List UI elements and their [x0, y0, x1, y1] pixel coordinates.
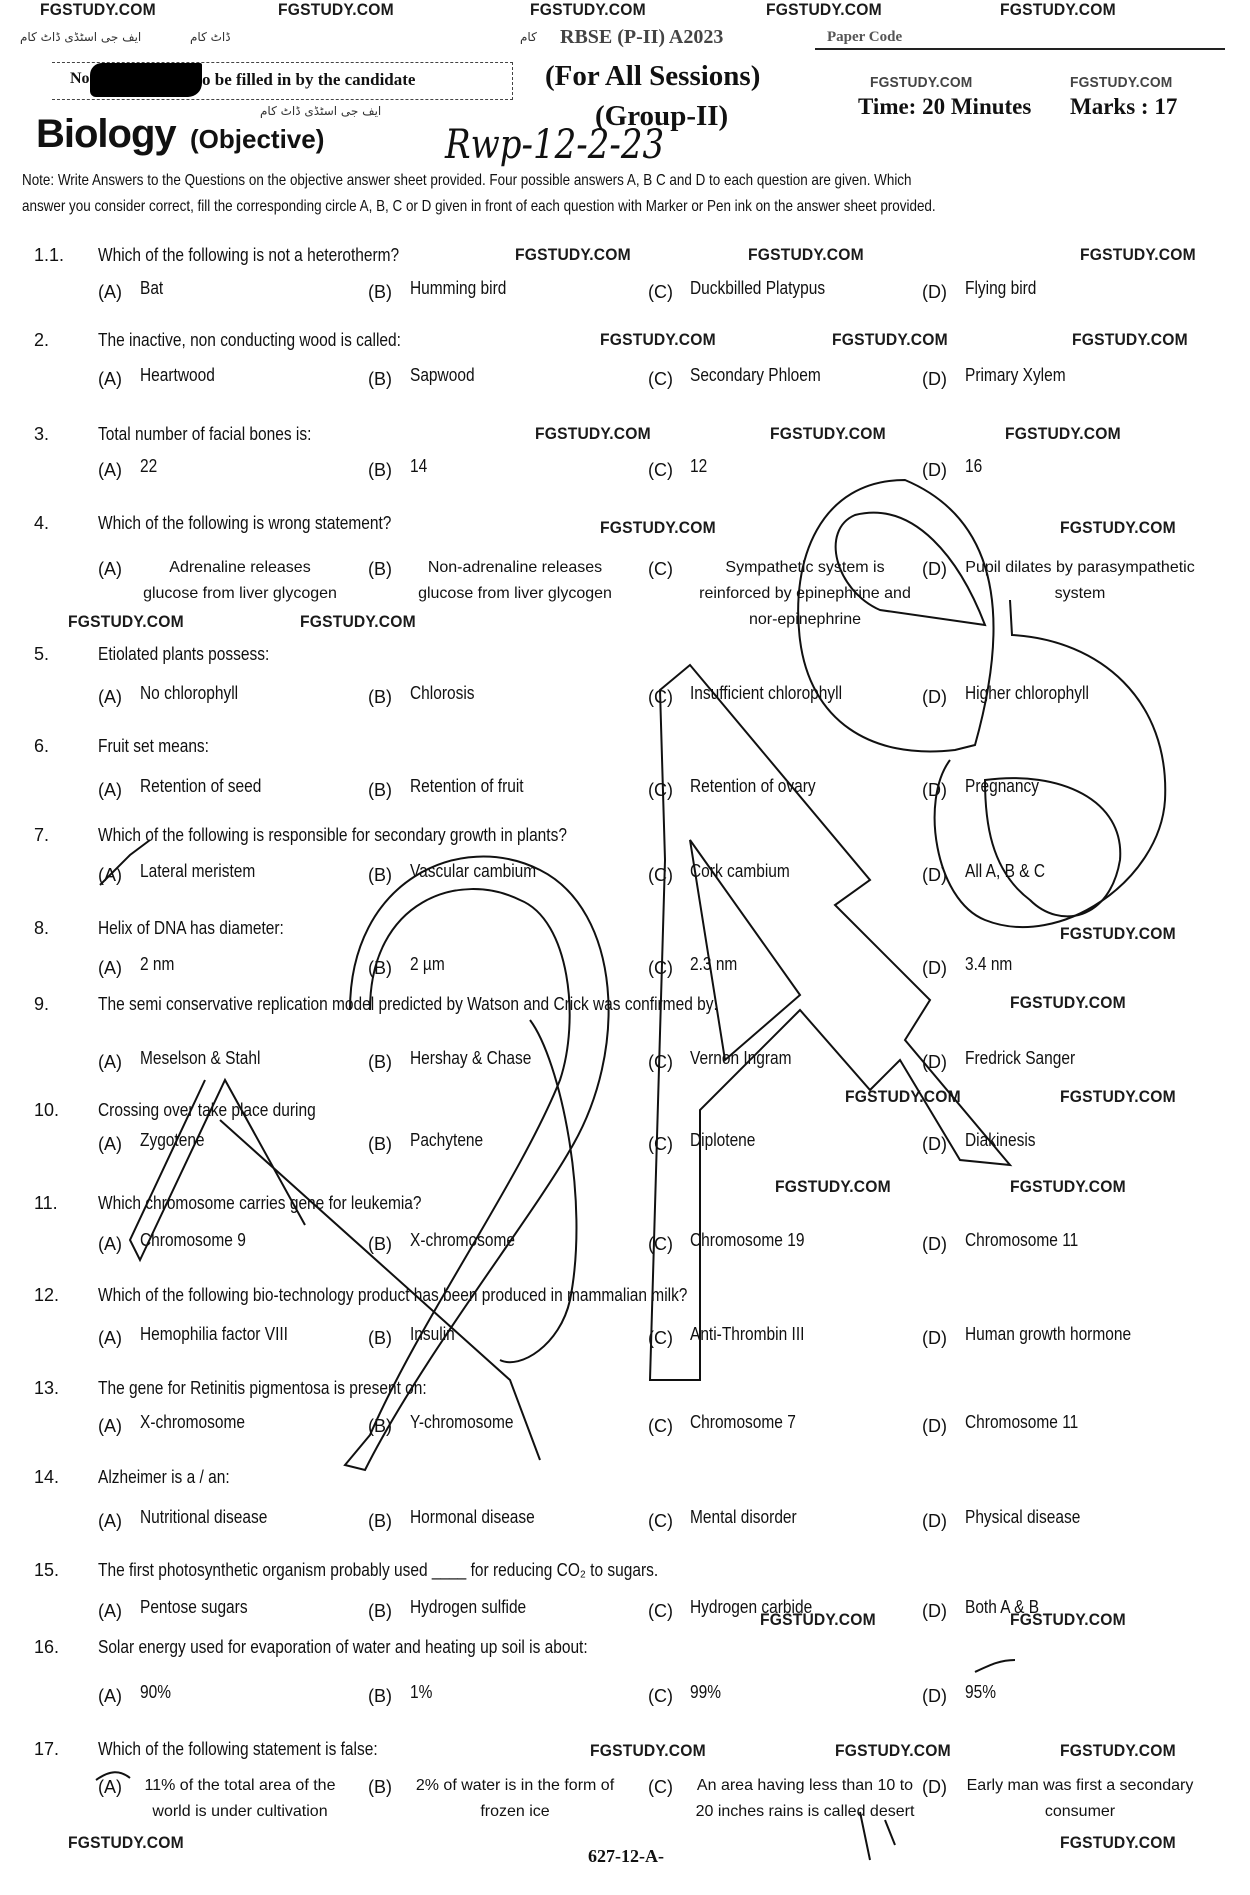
option-text-d: Human growth hormone: [965, 1324, 1132, 1344]
option-label-d[interactable]: (D): [922, 369, 947, 389]
option-text-c: Mental disorder: [690, 1507, 797, 1527]
question-number: 7.: [34, 825, 50, 845]
option-text-a: Pentose sugars: [140, 1597, 248, 1617]
note-line-1: Note: Write Answers to the Questions on the objective answer sheet provided. Four possible answers A, B C and D to each question are given. Which: [22, 172, 912, 189]
option-text-d: Higher chlorophyll: [965, 683, 1089, 703]
option-text-b: 14: [410, 456, 428, 476]
option-text-d: Flying bird: [965, 278, 1037, 298]
option-label-c[interactable]: (C): [648, 1686, 673, 1706]
option-label-d[interactable]: (D): [922, 1134, 947, 1154]
option-text-a: Lateral meristem: [140, 861, 256, 881]
question-number: 14.: [34, 1467, 60, 1487]
option-label-c[interactable]: (C): [648, 559, 673, 579]
option-label-c[interactable]: (C): [648, 1328, 673, 1348]
option-text-c: 12: [690, 456, 708, 476]
question-text: The semi conservative replication model predicted by Watson and Crick was confirmed by:: [98, 994, 718, 1014]
question-number: 6.: [34, 736, 50, 756]
paper-code-field: [815, 28, 1225, 50]
option-label-c[interactable]: (C): [648, 369, 673, 389]
option-label-b[interactable]: (B): [368, 1601, 392, 1621]
option-text-c: Vernon Ingram: [690, 1048, 792, 1068]
option-label-a[interactable]: (A): [98, 1686, 122, 1706]
option-label-d[interactable]: (D): [922, 559, 947, 579]
option-label-d[interactable]: (D): [922, 1686, 947, 1706]
watermark: FGSTUDY.COM: [870, 74, 973, 91]
watermark: FGSTUDY.COM: [1060, 1087, 1176, 1106]
option-label-d[interactable]: (D): [922, 1328, 947, 1348]
option-text-c: 2.3 nm: [690, 954, 738, 974]
option-text-a: Nutritional disease: [140, 1507, 268, 1527]
question-text: Which of the following statement is false:: [98, 1739, 378, 1759]
question-number: 2.: [34, 330, 50, 350]
group-label: (Group-II): [595, 100, 729, 132]
option-text-d: Pupil dilates by parasympathetic system: [965, 559, 1195, 602]
board-text: RBSE (P-II) A2023: [560, 26, 724, 48]
option-label-d[interactable]: (D): [922, 687, 947, 707]
option-text-c: Anti-Thrombin III: [690, 1324, 805, 1344]
paper-code-label: Paper Code: [827, 29, 903, 45]
option-text-b: 2% of water is in the form of frozen ice: [415, 1777, 615, 1820]
watermark: FGSTUDY.COM: [760, 1610, 876, 1629]
option-label-c[interactable]: (C): [648, 1601, 673, 1621]
option-text-d: Chromosome 11: [965, 1412, 1079, 1432]
watermark: FGSTUDY.COM: [1010, 1177, 1126, 1196]
watermark: FGSTUDY.COM: [766, 0, 882, 19]
sessions-label: (For All Sessions): [545, 60, 761, 92]
option-label-b[interactable]: (B): [368, 1134, 392, 1154]
option-text-d: 95%: [965, 1682, 996, 1702]
tick-mark-icon: [975, 1660, 1015, 1672]
watermark: FGSTUDY.COM: [40, 0, 156, 19]
question-text: Alzheimer is a / an:: [98, 1467, 230, 1487]
option-label-c[interactable]: (C): [648, 282, 673, 302]
option-label-a[interactable]: (A): [98, 460, 122, 480]
urdu-watermark: کام: [520, 30, 537, 44]
option-label-b[interactable]: (B): [368, 780, 392, 800]
option-text-d: Physical disease: [965, 1507, 1081, 1527]
option-text-b: Chlorosis: [410, 683, 475, 703]
time-label: Time: 20 Minutes: [858, 94, 1032, 119]
option-label-d[interactable]: (D): [922, 1416, 947, 1436]
watermark: FGSTUDY.COM: [770, 424, 886, 443]
option-text-c: Hydrogen carbide: [690, 1597, 813, 1617]
option-text-b: Pachytene: [410, 1130, 484, 1150]
watermark: FGSTUDY.COM: [535, 424, 651, 443]
option-label-a[interactable]: (A): [98, 559, 122, 579]
option-text-d: Primary Xylem: [965, 365, 1066, 385]
question-text: The inactive, non conducting wood is called:: [98, 330, 401, 350]
option-label-a[interactable]: (A): [98, 1328, 122, 1348]
option-label-b[interactable]: (B): [368, 1686, 392, 1706]
option-text-a: Adrenaline releases glucose from liver glycogen: [143, 559, 337, 602]
option-text-b: 2 µm: [410, 954, 445, 974]
option-label-a[interactable]: (A): [98, 1601, 122, 1621]
option-text-c: Insufficient chlorophyll: [690, 683, 843, 703]
subject-type: (Objective): [190, 124, 325, 154]
question-text: Which of the following bio-technology product has been produced in mammalian milk?: [98, 1285, 688, 1305]
option-text-b: Insulin: [410, 1324, 455, 1344]
option-label-c[interactable]: (C): [648, 780, 673, 800]
option-text-b: Humming bird: [410, 278, 507, 298]
option-text-a: Hemophilia factor VIII: [140, 1324, 288, 1344]
question-number: 1.1.: [34, 245, 65, 265]
option-label-a[interactable]: (A): [98, 282, 122, 302]
watermark: FGSTUDY.COM: [748, 245, 864, 264]
option-label-a[interactable]: (A): [98, 687, 122, 707]
option-label-c[interactable]: (C): [648, 865, 673, 885]
option-text-c: Chromosome 7: [690, 1412, 796, 1432]
option-text-a: Bat: [140, 278, 164, 298]
question-number: 15.: [34, 1560, 60, 1580]
watermark: FGSTUDY.COM: [775, 1177, 891, 1196]
option-text-b: Sapwood: [410, 365, 475, 385]
option-label-b[interactable]: (B): [368, 1511, 392, 1531]
question-number: 4.: [34, 513, 50, 533]
option-label-c[interactable]: (C): [648, 1052, 673, 1072]
subject-title: Biology: [36, 112, 176, 156]
option-label-c[interactable]: (C): [648, 1234, 673, 1254]
paper-footer-code: 627-12-A-: [588, 1846, 664, 1866]
watermark: FGSTUDY.COM: [1060, 518, 1176, 537]
watermark: FGSTUDY.COM: [1010, 1610, 1126, 1629]
candidate-box-prefix: No: [70, 70, 90, 87]
option-text-b: Non-adrenaline releases glucose from liver glycogen: [418, 559, 612, 602]
option-text-b: Hormonal disease: [410, 1507, 535, 1527]
watermark: FGSTUDY.COM: [1010, 993, 1126, 1012]
option-text-d: Early man was first a secondary consumer: [966, 1777, 1194, 1820]
question-text: Which of the following is wrong statement?: [98, 513, 392, 533]
watermark: FGSTUDY.COM: [515, 245, 631, 264]
option-label-a[interactable]: (A): [98, 1052, 122, 1072]
option-label-a[interactable]: (A): [98, 369, 122, 389]
option-label-d[interactable]: (D): [922, 865, 947, 885]
option-label-d[interactable]: (D): [922, 1511, 947, 1531]
option-label-c[interactable]: (C): [648, 460, 673, 480]
option-text-d: 16: [965, 456, 983, 476]
question-text: Fruit set means:: [98, 736, 209, 756]
option-label-b[interactable]: (B): [368, 1234, 392, 1254]
question-number: 3.: [34, 424, 50, 444]
option-text-d: Pregnancy: [965, 776, 1040, 796]
question-text: Crossing over take place during: [98, 1100, 316, 1120]
question-text: Helix of DNA has diameter:: [98, 918, 284, 938]
watermark: FGSTUDY.COM: [590, 1741, 706, 1760]
option-label-b[interactable]: (B): [368, 460, 392, 480]
urdu-watermark: ایف جی اسٹڈی ڈاٹ کام: [20, 30, 142, 44]
option-text-a: No chlorophyll: [140, 683, 239, 703]
marks-label: Marks : 17: [1070, 94, 1178, 119]
option-text-b: Retention of fruit: [410, 776, 524, 796]
option-text-b: 1%: [410, 1682, 433, 1702]
watermark: FGSTUDY.COM: [530, 0, 646, 19]
option-text-a: Chromosome 9: [140, 1230, 246, 1250]
option-label-d[interactable]: (D): [922, 958, 947, 978]
watermark: FGSTUDY.COM: [278, 0, 394, 19]
option-text-b: Hydrogen sulfide: [410, 1597, 527, 1617]
question-number: 5.: [34, 644, 50, 664]
watermark: FGSTUDY.COM: [600, 330, 716, 349]
option-text-a: Zygotene: [140, 1130, 205, 1150]
option-label-c[interactable]: (C): [648, 1134, 673, 1154]
question-text: Which chromosome carries gene for leukemia?: [98, 1193, 422, 1213]
redaction-mark: [90, 63, 202, 97]
option-text-c: Secondary Phloem: [690, 365, 821, 385]
option-label-d[interactable]: (D): [922, 282, 947, 302]
option-text-a: 90%: [140, 1682, 171, 1702]
option-label-a[interactable]: (A): [98, 1416, 122, 1436]
note-line-2: answer you consider correct, fill the corresponding circle A, B, C or D given in front of each question with Marker or Pen ink on the answer sheet provided.: [22, 198, 936, 215]
option-text-c: Chromosome 19: [690, 1230, 805, 1250]
option-label-d[interactable]: (D): [922, 1234, 947, 1254]
option-label-d[interactable]: (D): [922, 1777, 947, 1797]
option-text-c: An area having less than 10 to 20 inches rains is called desert: [695, 1777, 915, 1820]
option-text-a: 22: [140, 456, 158, 476]
option-label-a[interactable]: (A): [98, 1134, 122, 1154]
option-text-a: X-chromosome: [140, 1412, 245, 1432]
option-label-d[interactable]: (D): [922, 780, 947, 800]
option-label-b[interactable]: (B): [368, 687, 392, 707]
option-label-b[interactable]: (B): [368, 369, 392, 389]
option-label-c[interactable]: (C): [648, 958, 673, 978]
watermark: FGSTUDY.COM: [1005, 424, 1121, 443]
question-number: 13.: [34, 1378, 60, 1398]
option-text-d: Diakinesis: [965, 1130, 1036, 1150]
option-text-d: 3.4 nm: [965, 954, 1013, 974]
drawn-curve-icon: [500, 1020, 576, 1362]
watermark: FGSTUDY.COM: [1060, 924, 1176, 943]
option-label-d[interactable]: (D): [922, 1052, 947, 1072]
question-number: 11.: [34, 1193, 58, 1213]
question-text: Etiolated plants possess:: [98, 644, 270, 664]
watermark: FGSTUDY.COM: [1072, 330, 1188, 349]
watermark: FGSTUDY.COM: [1070, 74, 1173, 91]
option-text-c: Retention of ovary: [690, 776, 816, 796]
option-text-a: 2 nm: [140, 954, 175, 974]
question-number: 10.: [34, 1100, 60, 1120]
option-label-d[interactable]: (D): [922, 1601, 947, 1621]
option-text-b: Vascular cambium: [410, 861, 537, 881]
question-text: The first photosynthetic organism probably used ____ for reducing CO₂ to sugars.: [98, 1560, 659, 1580]
watermark: FGSTUDY.COM: [1080, 245, 1196, 264]
option-text-d: Fredrick Sanger: [965, 1048, 1076, 1068]
option-label-b[interactable]: (B): [368, 282, 392, 302]
option-text-d: Chromosome 11: [965, 1230, 1079, 1250]
option-text-c: Diplotene: [690, 1130, 756, 1150]
question-text: Which of the following is responsible for secondary growth in plants?: [98, 825, 567, 845]
drawn-arrow-icon: [650, 665, 1013, 1380]
option-label-a[interactable]: (A): [98, 1234, 122, 1254]
option-text-c: Sympathetic system is reinforced by epinephrine and nor-epinephrine: [699, 559, 911, 628]
question-text: Solar energy used for evaporation of water and heating up soil is about:: [98, 1637, 588, 1657]
option-text-a: Heartwood: [140, 365, 215, 385]
question-number: 12.: [34, 1285, 60, 1305]
option-text-c: Cork cambium: [690, 861, 790, 881]
watermark: FGSTUDY.COM: [68, 612, 184, 631]
option-label-a[interactable]: (A): [98, 865, 122, 885]
option-label-a[interactable]: (A): [98, 1511, 122, 1531]
option-label-b[interactable]: (B): [368, 1328, 392, 1348]
watermark: FGSTUDY.COM: [1000, 0, 1116, 19]
handwritten-date: Rwp-12-2-23: [445, 122, 665, 168]
watermark: FGSTUDY.COM: [600, 518, 716, 537]
watermark: FGSTUDY.COM: [835, 1741, 951, 1760]
option-label-b[interactable]: (B): [368, 865, 392, 885]
option-text-a: 11% of the total area of the world is under cultivation: [144, 1777, 336, 1820]
option-text-a: Meselson & Stahl: [140, 1048, 261, 1068]
option-label-b[interactable]: (B): [368, 559, 392, 579]
watermark: FGSTUDY.COM: [68, 1833, 184, 1852]
watermark: FGSTUDY.COM: [1060, 1741, 1176, 1760]
question-number: 17.: [34, 1739, 60, 1759]
candidate-box-label: o be filled in by the candidate: [202, 70, 416, 89]
urdu-watermark: ایف جی اسٹڈی ڈاٹ کام: [260, 104, 382, 118]
option-label-b[interactable]: (B): [368, 1777, 392, 1797]
option-label-c[interactable]: (C): [648, 1416, 673, 1436]
watermark: FGSTUDY.COM: [1060, 1833, 1176, 1852]
option-label-c[interactable]: (C): [648, 1777, 673, 1797]
option-text-c: Duckbilled Platypus: [690, 278, 826, 298]
question-number: 9.: [34, 994, 50, 1014]
urdu-watermark: ڈاٹ کام: [190, 30, 231, 44]
option-label-b[interactable]: (B): [368, 958, 392, 978]
option-text-d: Both A & B: [965, 1597, 1040, 1617]
option-label-b[interactable]: (B): [368, 1052, 392, 1072]
watermark: FGSTUDY.COM: [845, 1087, 961, 1106]
question-text: Which of the following is not a heterotherm?: [98, 245, 400, 265]
question-number: 16.: [34, 1637, 60, 1657]
option-text-d: All A, B & C: [965, 861, 1046, 881]
option-label-a[interactable]: (A): [98, 1777, 122, 1797]
question-text: The gene for Retinitis pigmentosa is present on:: [98, 1378, 427, 1398]
option-text-b: Hershay & Chase: [410, 1048, 532, 1068]
candidate-box: [52, 62, 513, 100]
question-text: Total number of facial bones is:: [98, 424, 312, 444]
watermark: FGSTUDY.COM: [832, 330, 948, 349]
option-label-d[interactable]: (D): [922, 460, 947, 480]
option-label-b[interactable]: (B): [368, 1416, 392, 1436]
option-text-c: 99%: [690, 1682, 721, 1702]
option-text-b: Y-chromosome: [410, 1412, 514, 1432]
option-label-a[interactable]: (A): [98, 780, 122, 800]
option-text-a: Retention of seed: [140, 776, 262, 796]
option-label-c[interactable]: (C): [648, 1511, 673, 1531]
question-number: 8.: [34, 918, 50, 938]
option-label-c[interactable]: (C): [648, 687, 673, 707]
option-text-b: X-chromosome: [410, 1230, 515, 1250]
drawn-loop-icon: [985, 778, 1120, 916]
watermark: FGSTUDY.COM: [300, 612, 416, 631]
option-label-a[interactable]: (A): [98, 958, 122, 978]
